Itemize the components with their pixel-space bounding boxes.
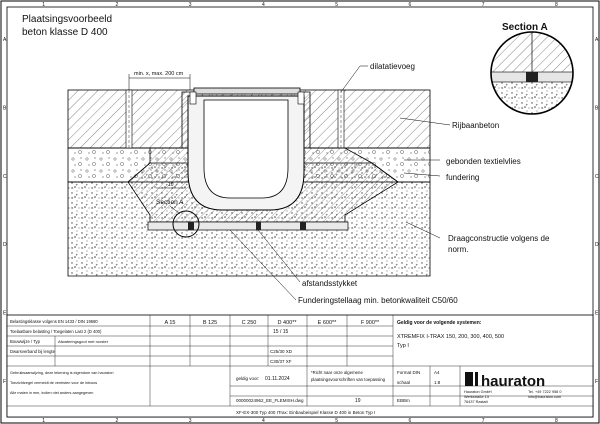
load-class-3: D 400** bbox=[277, 320, 297, 326]
footnote-b: plaatsingsvoorschriften van toepassing bbox=[311, 377, 386, 382]
grate bbox=[194, 88, 300, 94]
grid-col-top-2: 2 bbox=[115, 2, 119, 8]
tb-left-row-5: Dwarsverband bij lengte bbox=[10, 349, 55, 354]
drawing-number: 00000024962_EE_FLEMISH.dwg bbox=[236, 398, 304, 403]
grid-row-right-D: D bbox=[595, 242, 599, 249]
grid-row-right-B: B bbox=[595, 105, 599, 112]
callout-afstandsstykket: afstandsstykket bbox=[302, 279, 358, 288]
ref-b: C30/37 XF bbox=[270, 359, 292, 364]
callout-norm: norm. bbox=[448, 245, 469, 254]
sheet-number: 19 bbox=[355, 398, 361, 404]
date-value: 01.11.2024 bbox=[265, 376, 290, 382]
bottom-line: XF-EX-300 Typ 400 ITrax: Einbaubeispiel Klasse D 400 in Beton Typ I bbox=[236, 410, 376, 415]
title-line-2: beton klasse D 400 bbox=[22, 27, 108, 38]
version: EBBm bbox=[397, 398, 410, 403]
grid-col-bottom-7: 7 bbox=[481, 418, 485, 424]
grid-row-right-E: E bbox=[595, 310, 599, 317]
tb-left-row-2: Toelaatbare belasting / Toegelaten Last 2 (D 400) bbox=[10, 329, 102, 334]
depth-label: 10 bbox=[168, 182, 174, 188]
date-label: geldig voor: bbox=[236, 376, 260, 381]
address-2: Werkstraße 13 bbox=[464, 395, 489, 399]
callout-rijbaanbeton: Rijbaanbeton bbox=[452, 121, 500, 130]
spacer-left bbox=[188, 222, 194, 230]
grid-row-left-C: C bbox=[3, 173, 7, 180]
logo-text: hauraton bbox=[481, 373, 546, 390]
grid-col-top-1: 1 bbox=[42, 2, 46, 8]
tb-small-row-3: Alle maten in mm, indien niet anders aangegeven bbox=[10, 391, 94, 395]
tb-left-row-3: Bouwwijze / Typ bbox=[10, 339, 40, 344]
grid-row-left-E: E bbox=[3, 310, 7, 317]
grid-col-bottom-2: 2 bbox=[115, 418, 119, 424]
spacer-right bbox=[300, 222, 306, 230]
callout-textielvlies: gebonden textielvlies bbox=[446, 157, 521, 166]
format-value: A4 bbox=[434, 370, 440, 375]
load-class-1: B 125 bbox=[202, 320, 218, 326]
scale-value: 1:8 bbox=[434, 380, 441, 385]
format-label: Format DIN bbox=[397, 370, 421, 375]
footnote-a: *Richt naar onze algemene bbox=[311, 370, 363, 375]
grid-row-right-A: A bbox=[595, 37, 599, 44]
grid-row-left-F: F bbox=[3, 378, 7, 385]
phone: Tel. +49 7222 958 0 bbox=[528, 390, 562, 394]
tb-left-row-1: Belastingsklasse volgens EN 1433 / DIN 19580 bbox=[10, 319, 98, 324]
channel-inner bbox=[204, 100, 288, 198]
grid-col-bottom-6: 6 bbox=[408, 418, 412, 424]
product-line-1: XTREMFIX I-TRAX 150, 200, 300, 400, 500 bbox=[397, 334, 504, 340]
title-line-1: Plaatsingsvoorbeeld bbox=[22, 14, 113, 25]
load-class-0: A 15 bbox=[164, 320, 176, 326]
grid-col-top-7: 7 bbox=[481, 2, 485, 8]
dimension-label: min. x, max. 200 cm bbox=[134, 71, 184, 77]
grid-row-left-A: A bbox=[3, 37, 7, 44]
grid-row-left-D: D bbox=[3, 242, 7, 249]
grid-col-bottom-1: 1 bbox=[42, 418, 46, 424]
callout-draagconstructie: Draagconstructie volgens de bbox=[448, 234, 550, 243]
section-marker-label: Section A bbox=[156, 199, 184, 206]
ref-a: C25/30 XD bbox=[270, 349, 293, 354]
class-row-2: 15 / 15 bbox=[273, 329, 289, 335]
tb-left-row-4: Afwateringsgoot met rooster bbox=[58, 339, 109, 344]
address-1: Hauraton GmbH bbox=[464, 390, 492, 394]
grid-row-left-B: B bbox=[3, 105, 7, 112]
bedding-layer bbox=[148, 222, 348, 230]
grid-col-bottom-3: 3 bbox=[188, 418, 192, 424]
grid-col-top-5: 5 bbox=[335, 2, 339, 8]
grid-row-right-F: F bbox=[595, 378, 599, 385]
callout-fundering: fundering bbox=[446, 173, 480, 182]
grid-row-right-C: C bbox=[595, 173, 599, 180]
email: info@hauraton.com bbox=[528, 395, 562, 399]
title-block bbox=[7, 315, 593, 417]
load-class-4: E 600** bbox=[317, 320, 337, 326]
cross-section-drawing bbox=[68, 71, 430, 276]
callout-dilatatievoeg: dilatatievoeg bbox=[370, 62, 415, 71]
grid-col-top-8: 8 bbox=[554, 2, 558, 8]
grid-col-bottom-8: 8 bbox=[554, 418, 558, 424]
expansion-joint-right bbox=[338, 90, 344, 148]
grid-col-bottom-5: 5 bbox=[335, 418, 339, 424]
grid-col-top-3: 3 bbox=[188, 2, 192, 8]
address-3: 76437 Rastatt bbox=[464, 400, 488, 404]
grid-col-bottom-4: 4 bbox=[261, 418, 265, 424]
callout-funderingstellaag: Funderingstellaag min. betonkwaliteit C50/60 bbox=[298, 296, 458, 305]
tb-small-row-2: Toezichtzegel vermeldt de vereisten voor de inbouw bbox=[10, 381, 98, 385]
grid-col-top-4: 4 bbox=[261, 2, 265, 8]
section-a-title: Section A bbox=[502, 22, 548, 33]
product-title: Geldig voor de volgende systemen: bbox=[397, 320, 482, 326]
product-line-2: Typ I bbox=[397, 343, 409, 349]
load-class-5: F 900** bbox=[360, 320, 380, 326]
tb-small-row-1: Gebruiksaanwijzing, deze tekening is eigendom van hauraton bbox=[10, 371, 114, 375]
section-a-detail bbox=[490, 22, 574, 114]
expansion-joint-left bbox=[126, 90, 132, 148]
scale-label: schaal bbox=[397, 380, 411, 385]
load-class-2: C 250 bbox=[241, 320, 257, 326]
grid-col-top-6: 6 bbox=[408, 2, 412, 8]
